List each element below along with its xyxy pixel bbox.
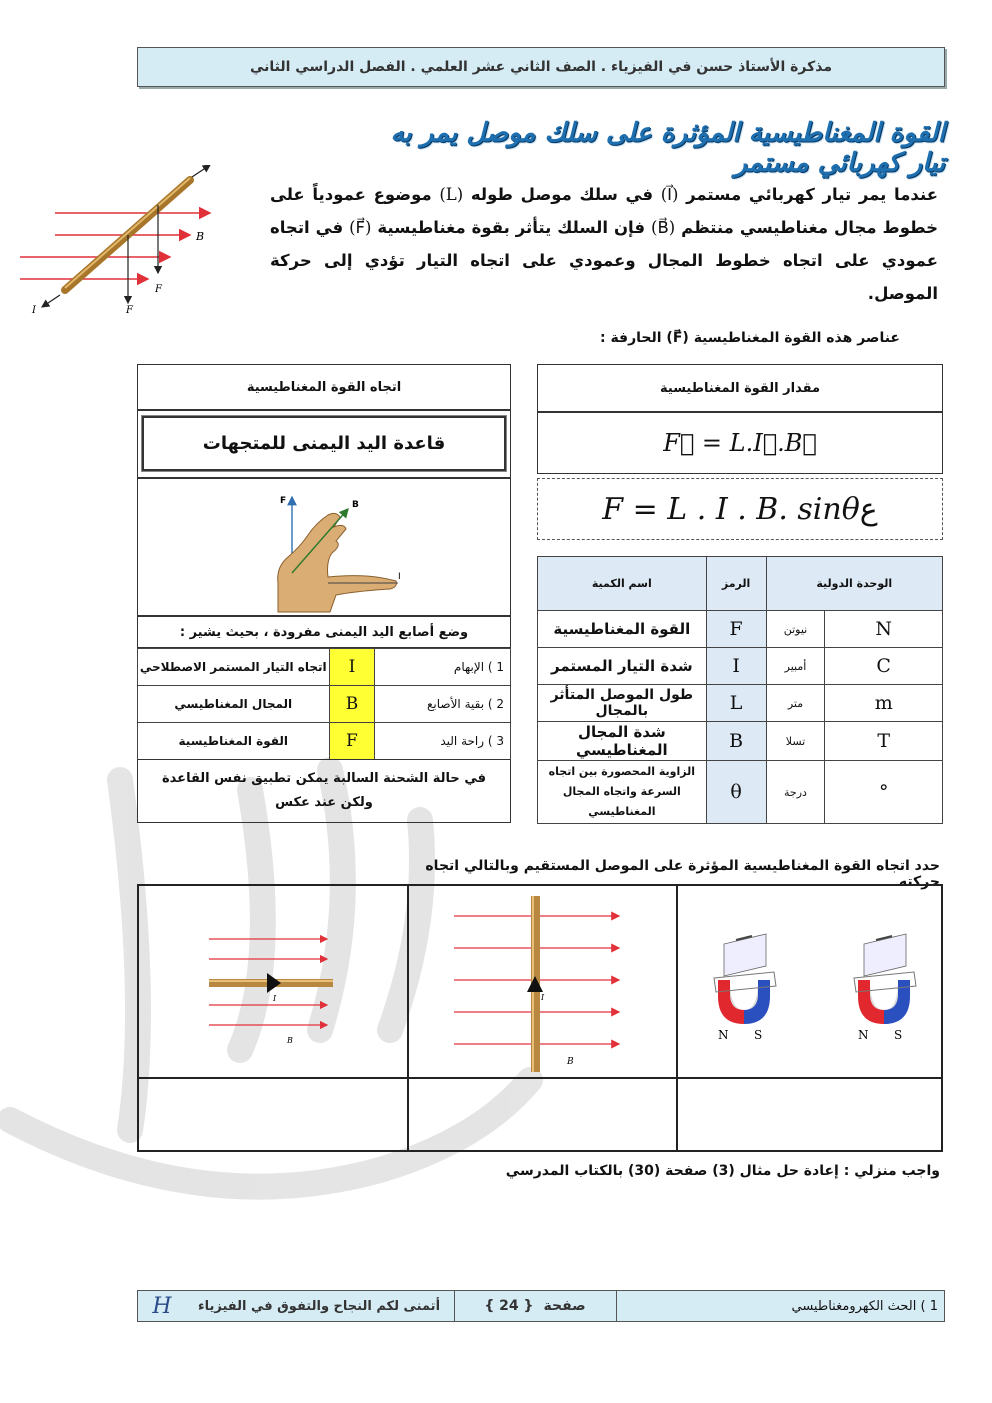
intro-symbol-i: (I⃗) — [660, 185, 679, 204]
hand-label-i: I — [398, 572, 401, 582]
rule-title: قاعدة اليد اليمنى للمتجهات — [142, 416, 506, 471]
magnet-setup-1 — [714, 934, 776, 1042]
footer-page-label: صفحة — [543, 1298, 586, 1314]
rule-title-wrap — [137, 410, 511, 478]
units-header-name: اسم الكمية — [538, 557, 707, 611]
page-header — [137, 47, 945, 87]
footer-chapter: 1 ) الحث الكهرومغناطيسي — [791, 1298, 938, 1314]
table-row — [138, 723, 511, 760]
footer-page-number: { 24 } — [484, 1298, 534, 1314]
magnet1-n: N — [718, 1028, 729, 1042]
exercise-grid — [137, 884, 943, 1152]
unit-name: أمبير — [766, 648, 825, 685]
page-title: القوة المغناطيسية المؤثرة على سلك موصل يمر به تيار كهربائي مستمر — [390, 118, 945, 178]
elements-subtitle: عناصر هذه القوة المغناطيسية (F⃗) الحارفة : — [599, 330, 900, 346]
quantity-symbol: B — [706, 722, 766, 761]
negative-charge-note-text: في حالة الشحنة السالبة يمكن تطبيق نفس القاعدة ولكن عند عكس — [162, 771, 486, 810]
fig2-label-i: I — [541, 993, 545, 1002]
intro-text-5: في اتجاه عمودي على اتجاه خطوط المجال وعمودي على اتجاه التيار تؤدي إلى حركة الموصل. — [270, 218, 938, 303]
unit-name: نيوتن — [766, 611, 825, 648]
table-row — [538, 685, 943, 722]
fig-label-i: I — [32, 305, 36, 315]
homework-text: واجب منزلي : إعادة حل مثال (3) صفحة (30) بالكتاب المدرسي — [505, 1163, 940, 1179]
quantity-name: القوة المغناطيسية — [538, 611, 707, 648]
scalar-formula — [537, 478, 943, 540]
rule-instruction — [137, 616, 511, 648]
table-row — [538, 722, 943, 761]
table-row — [538, 648, 943, 685]
hand-label-f: F — [280, 496, 287, 506]
grid-divider — [139, 1077, 941, 1079]
rule-finger: 1 ) الإبهام — [375, 649, 511, 686]
negative-charge-note — [137, 759, 511, 823]
rule-finger: 2 ) بقية الأصابع — [375, 686, 511, 723]
magnet1-s: S — [754, 1028, 763, 1042]
grid-divider — [407, 886, 409, 1150]
units-table — [537, 556, 943, 824]
quantity-name: طول الموصل المتأثر بالمجال — [538, 685, 707, 722]
table-row — [538, 761, 943, 824]
scalar-formula-suffix: ع — [859, 491, 878, 527]
rule-table — [137, 648, 511, 760]
fig-label-f1: F — [155, 284, 162, 295]
magnet2-s: S — [894, 1028, 903, 1042]
footer-page — [456, 1291, 614, 1321]
quantity-name: شدة التيار المستمر — [538, 648, 707, 685]
magnitude-header-text: مقدار القوة المغناطيسية — [660, 380, 820, 396]
fig1-label-b: B — [287, 1036, 293, 1045]
vector-formula — [537, 412, 943, 474]
unit-name: درجة — [766, 761, 825, 824]
intro-symbol-f: (F⃗) — [349, 218, 372, 237]
footer-divider — [454, 1291, 455, 1321]
vector-formula-text: F⃗ = L.I⃗.B⃗ — [663, 429, 817, 457]
intro-symbol-b: (B⃗) — [651, 218, 676, 237]
unit-name: متر — [766, 685, 825, 722]
table-row — [138, 686, 511, 723]
exercise-fig-magnets — [694, 926, 934, 1046]
rule-symbol: B — [329, 686, 375, 723]
intro-paragraph — [270, 178, 938, 310]
footer-logo: H — [152, 1293, 172, 1319]
table-row — [538, 611, 943, 648]
hand-label-b: B — [352, 500, 359, 510]
exercise-fig-vertical-wire — [449, 894, 629, 1074]
table-row — [138, 649, 511, 686]
grid-divider — [676, 886, 678, 1150]
header-text: مذكرة الأستاذ حسن في الفيزياء . الصف الثاني عشر العلمي . الفصل الدراسي الثاني — [249, 59, 833, 75]
units-header-unit: الوحدة الدولية — [766, 557, 942, 611]
unit-name: تسلا — [766, 722, 825, 761]
magnet2-n: N — [858, 1028, 869, 1042]
footer-divider — [616, 1291, 617, 1321]
fig2-label-b: B — [567, 1057, 574, 1067]
page-footer — [137, 1290, 945, 1322]
fig-label-b: B — [196, 230, 205, 243]
intro-text-3: موضوع عمودياً على خطوط مجال مغناطيسي منتظم — [270, 185, 939, 237]
unit-symbol: m — [825, 685, 943, 722]
units-header-symbol: الرمز — [706, 557, 766, 611]
unit-symbol: C — [825, 648, 943, 685]
rule-finger: 3 ) راحة اليد — [375, 723, 511, 760]
rule-meaning: القوة المغناطيسية — [138, 723, 330, 760]
scalar-formula-text: F = L . I . B. sinθ — [602, 491, 860, 527]
quantity-symbol: L — [706, 685, 766, 722]
unit-symbol: N — [825, 611, 943, 648]
direction-header — [137, 364, 511, 410]
rule-meaning: اتجاه التيار المستمر الاصطلاحي — [138, 649, 330, 686]
rule-instruction-text: وضع أصابع اليد اليمنى مفرودة ، بحيث يشير : — [179, 624, 469, 640]
rule-symbol: I — [329, 649, 375, 686]
quantity-name: شدة المجال المغناطيسي — [538, 722, 707, 761]
magnet-setup-2 — [854, 934, 916, 1042]
fig-label-f2: F — [126, 305, 133, 315]
direction-header-text: اتجاه القوة المغناطيسية — [246, 379, 402, 395]
quantity-symbol: I — [706, 648, 766, 685]
rule-symbol: F — [329, 723, 375, 760]
exercise-fig-horizontal-wire — [199, 921, 349, 1051]
quantity-symbol: F — [706, 611, 766, 648]
footer-wish: أتمنى لكم النجاح والتفوق في الفيزياء — [197, 1298, 441, 1314]
intro-symbol-l: (L) — [439, 185, 464, 204]
exercise-title: حدد اتجاه القوة المغناطيسية المؤثرة على الموصل المستقيم وبالتالي اتجاه حركته — [425, 858, 940, 890]
fig1-label-i: I — [273, 994, 277, 1003]
unit-symbol: ° — [825, 761, 943, 824]
right-hand-figure — [248, 487, 408, 613]
quantity-symbol: θ — [706, 761, 766, 824]
rule-meaning: المجال المغناطيسي — [138, 686, 330, 723]
magnitude-header — [537, 364, 943, 412]
unit-symbol: T — [825, 722, 943, 761]
hand-figure-cell — [137, 478, 511, 616]
intro-text-2: في سلك موصل طوله — [470, 185, 654, 204]
intro-text-4: فإن السلك يتأثر بقوة مغناطيسية — [377, 218, 646, 237]
intro-text-1: عندما يمر تيار كهربائي مستمر — [686, 185, 938, 204]
wire-field-figure — [20, 165, 240, 315]
quantity-name: الزاوية المحصورة بين اتجاه السرعة واتجاه المجال المغناطيسي — [538, 761, 707, 824]
